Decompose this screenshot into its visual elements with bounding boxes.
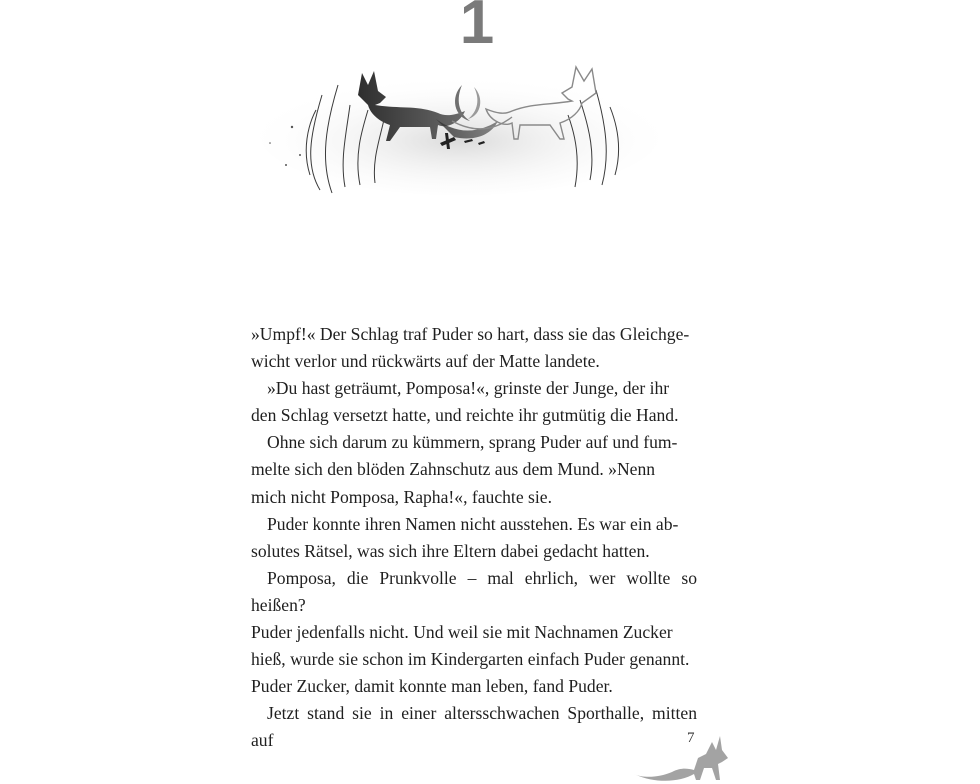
text-line: melte sich den blöden Zahnschutz aus dem Mund. »Nenn: [251, 459, 656, 480]
page-number: 7: [687, 730, 695, 746]
text-line: Jetzt stand sie in einer altersschwachen Sporthalle, mitten auf: [251, 703, 697, 751]
text-line: Puder konnte ihren Namen nicht ausstehen. Es war ein ab-: [267, 513, 679, 534]
text-line: Puder Zucker, damit konnte man leben, fand Puder.: [251, 676, 613, 697]
text-line: solutes Rätsel, was sich ihre Eltern dabei gedacht hatten.: [251, 540, 650, 561]
chapter-number: 1: [459, 0, 495, 57]
text-line: Pomposa, die Prunkvolle – mal ehrlich, wer wollte so heißen?: [251, 567, 697, 615]
text-line: Ohne sich darum zu kümmern, sprang Puder auf und fum-: [267, 432, 678, 453]
fox-footer-icon: [628, 728, 736, 784]
text-line: den Schlag versetzt hatte, und reichte ihr gutmütig die Hand.: [251, 405, 679, 426]
text-line: mich nicht Pomposa, Rapha!«, fauchte sie.: [251, 486, 552, 507]
text-line: »Du hast geträumt, Pomposa!«, grinste der Junge, der ihr: [267, 378, 670, 399]
body-text: [251, 321, 697, 755]
text-line: »Umpf!« Der Schlag traf Puder so hart, dass sie das Gleichge-: [251, 324, 690, 344]
text-line: hieß, wurde sie schon im Kindergarten einfach Puder genannt.: [251, 649, 690, 670]
text-line: Puder jedenfalls nicht. Und weil sie mit Nachnamen Zucker: [251, 622, 673, 643]
text-line: wicht verlor und rückwärts auf der Matte landete.: [251, 351, 600, 372]
fox-illustration: [250, 55, 670, 205]
